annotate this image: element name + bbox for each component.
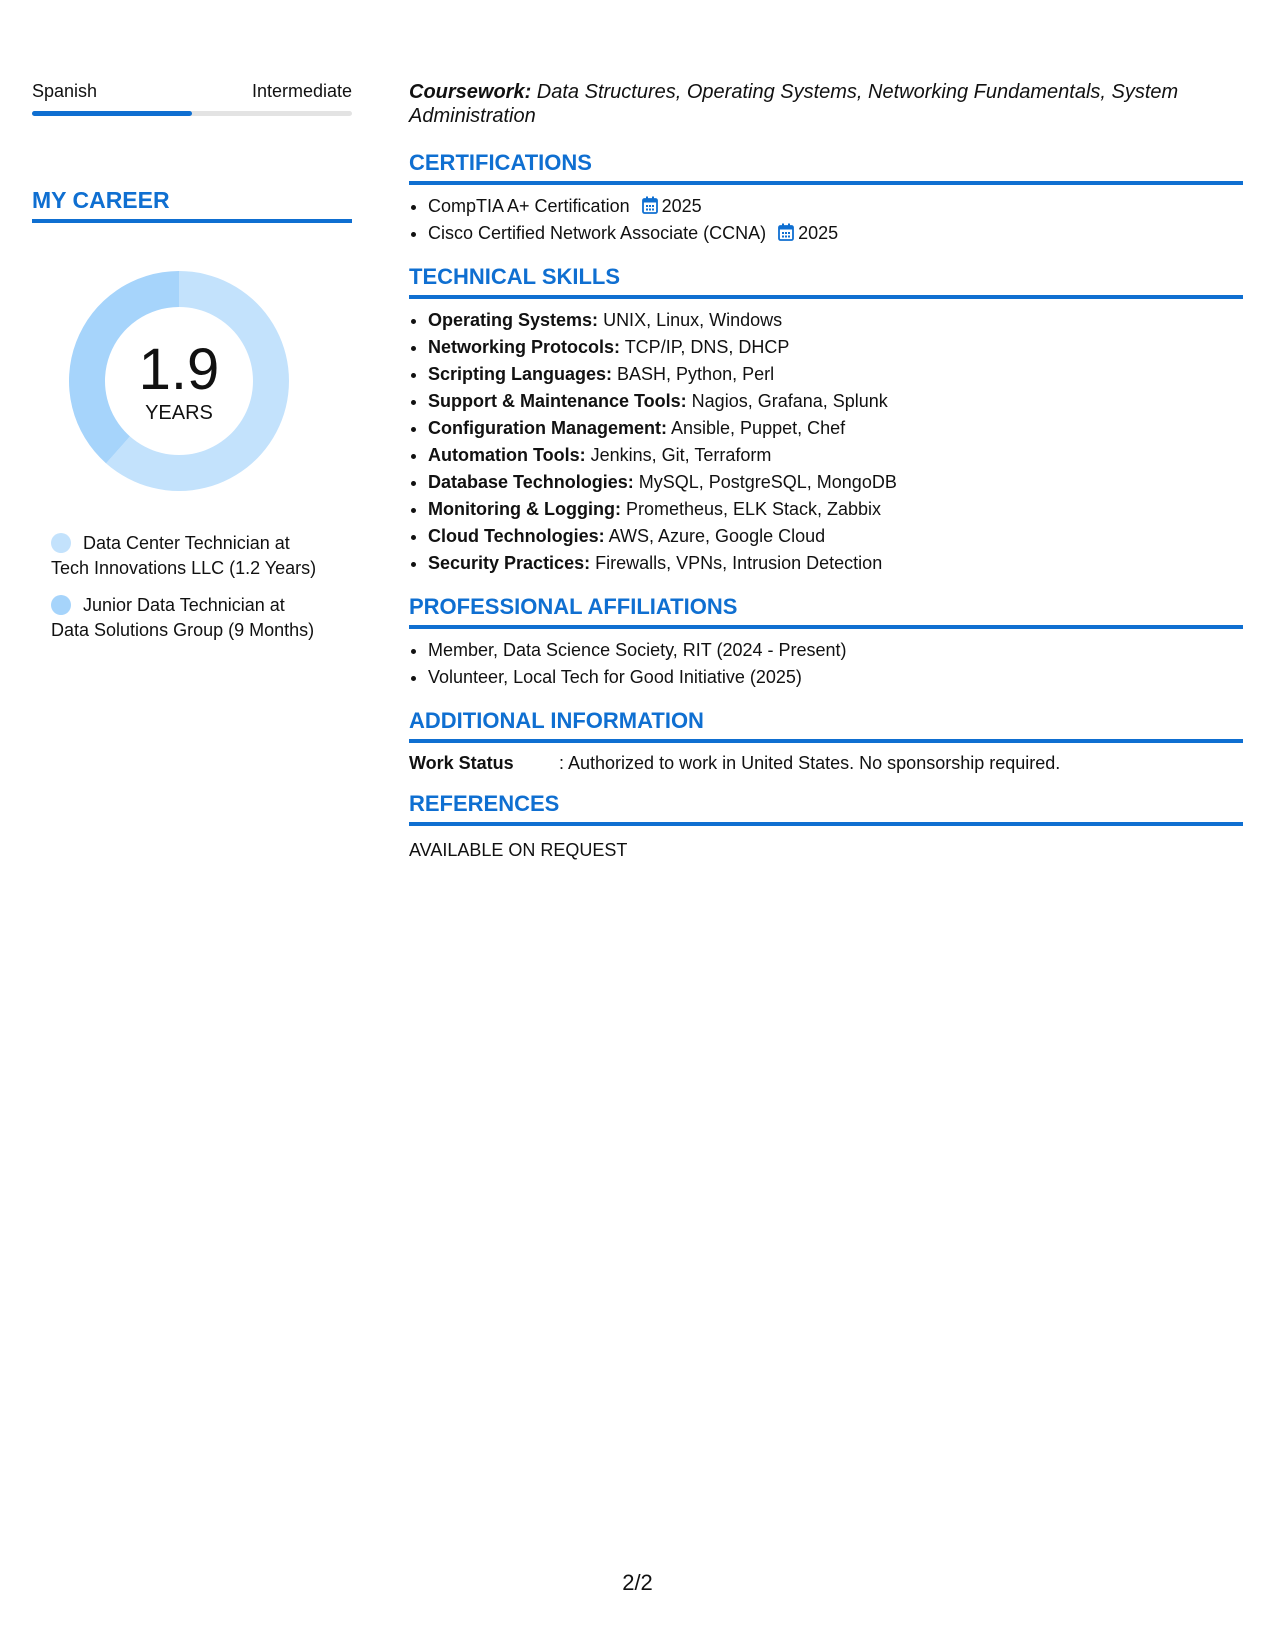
affiliation-item: • Volunteer, Local Tech for Good Initiative (2025) [428,664,1243,691]
references-text: AVAILABLE ON REQUEST [409,840,628,860]
language-level: Intermediate [251,81,352,101]
skill-item [428,469,1243,496]
technical-skills-heading: TECHNICAL SKILLS [409,264,1243,299]
legend-dot [51,595,71,615]
affiliation-item: • Member, Data Science Society, RIT (2024 - Present) [428,637,1243,664]
skill-item [428,307,1243,334]
certifications-list [409,193,1243,247]
skill-item [428,415,1243,442]
career-entry-detail: Tech Innovations LLC (1.2 Years) [51,558,317,578]
career-total-value: 1.9 [138,337,220,402]
skill-value: Jenkins, Git, Terraform [585,445,772,465]
skill-item [428,550,1243,577]
skill-item [428,361,1243,388]
work-status-row [409,752,1243,774]
career-legend [32,531,352,643]
skill-value: BASH, Python, Perl [612,364,775,384]
skill-value: MySQL, PostgreSQL, MongoDB [633,472,897,492]
career-entry [51,531,352,581]
skill-label: Networking Protocols: [428,337,621,357]
career-donut-chart [66,268,292,494]
language-proficiency-fill [32,111,192,116]
calendar-icon [778,222,794,240]
references-heading: REFERENCES [409,791,1243,826]
career-entry-title: Data Center Technician at [83,533,290,553]
skill-value: Firewalls, VPNs, Intrusion Detection [590,553,883,573]
skill-value: TCP/IP, DNS, DHCP [620,337,790,357]
main-content [409,80,1243,861]
affiliations-list [409,637,1243,691]
affiliations-heading: PROFESSIONAL AFFILIATIONS [409,594,1243,629]
certification-year: 2025 [661,196,702,216]
skill-item [428,523,1243,550]
skill-label: Database Technologies: [428,472,634,492]
career-entry [51,593,352,643]
skill-label: Configuration Management: [428,418,667,438]
skill-label: Automation Tools: [428,445,586,465]
technical-skills-list [409,307,1243,577]
work-status-label: Work Status [409,753,514,773]
legend-dot [51,533,71,553]
language-name: Spanish [32,81,98,101]
certification-item [428,193,1243,220]
skill-value: Nagios, Grafana, Splunk [686,391,888,411]
page-number: 2/2 [622,1570,653,1595]
skill-label: Operating Systems: [428,310,599,330]
career-entry-title: Junior Data Technician at [83,595,285,615]
skill-label: Cloud Technologies: [428,526,605,546]
skill-value: AWS, Azure, Google Cloud [604,526,826,546]
language-proficiency-bar [32,111,352,116]
skill-item [428,334,1243,361]
coursework-text: Data Structures, Operating Systems, Networking Fundamentals, System Administration [409,81,1179,127]
skill-value: Prometheus, ELK Stack, Zabbix [620,499,882,519]
skill-label: Scripting Languages: [428,364,613,384]
sidebar [32,80,352,655]
skill-label: Monitoring & Logging: [428,499,621,519]
coursework [409,80,1243,128]
skill-item [428,442,1243,469]
certification-item [428,220,1243,247]
calendar-icon [642,195,658,213]
skill-value: Ansible, Puppet, Chef [667,418,846,438]
additional-info-heading: ADDITIONAL INFORMATION [409,708,1243,743]
language-skill [32,80,352,116]
certification-name: Cisco Certified Network Associate (CCNA) [428,223,767,243]
coursework-label: Coursework: [409,81,532,103]
career-heading: MY CAREER [32,186,352,223]
skill-item [428,496,1243,523]
skill-item [428,388,1243,415]
skill-label: Support & Maintenance Tools: [428,391,687,411]
skill-label: Security Practices: [428,553,591,573]
certification-name: CompTIA A+ Certification [428,196,630,216]
work-status-value: : Authorized to work in United States. No sponsorship required. [559,753,1061,773]
certification-year: 2025 [798,223,839,243]
career-total-unit: YEARS [145,402,213,424]
certifications-heading: CERTIFICATIONS [409,150,1243,185]
skill-value: UNIX, Linux, Windows [598,310,783,330]
career-entry-detail: Data Solutions Group (9 Months) [51,620,315,640]
